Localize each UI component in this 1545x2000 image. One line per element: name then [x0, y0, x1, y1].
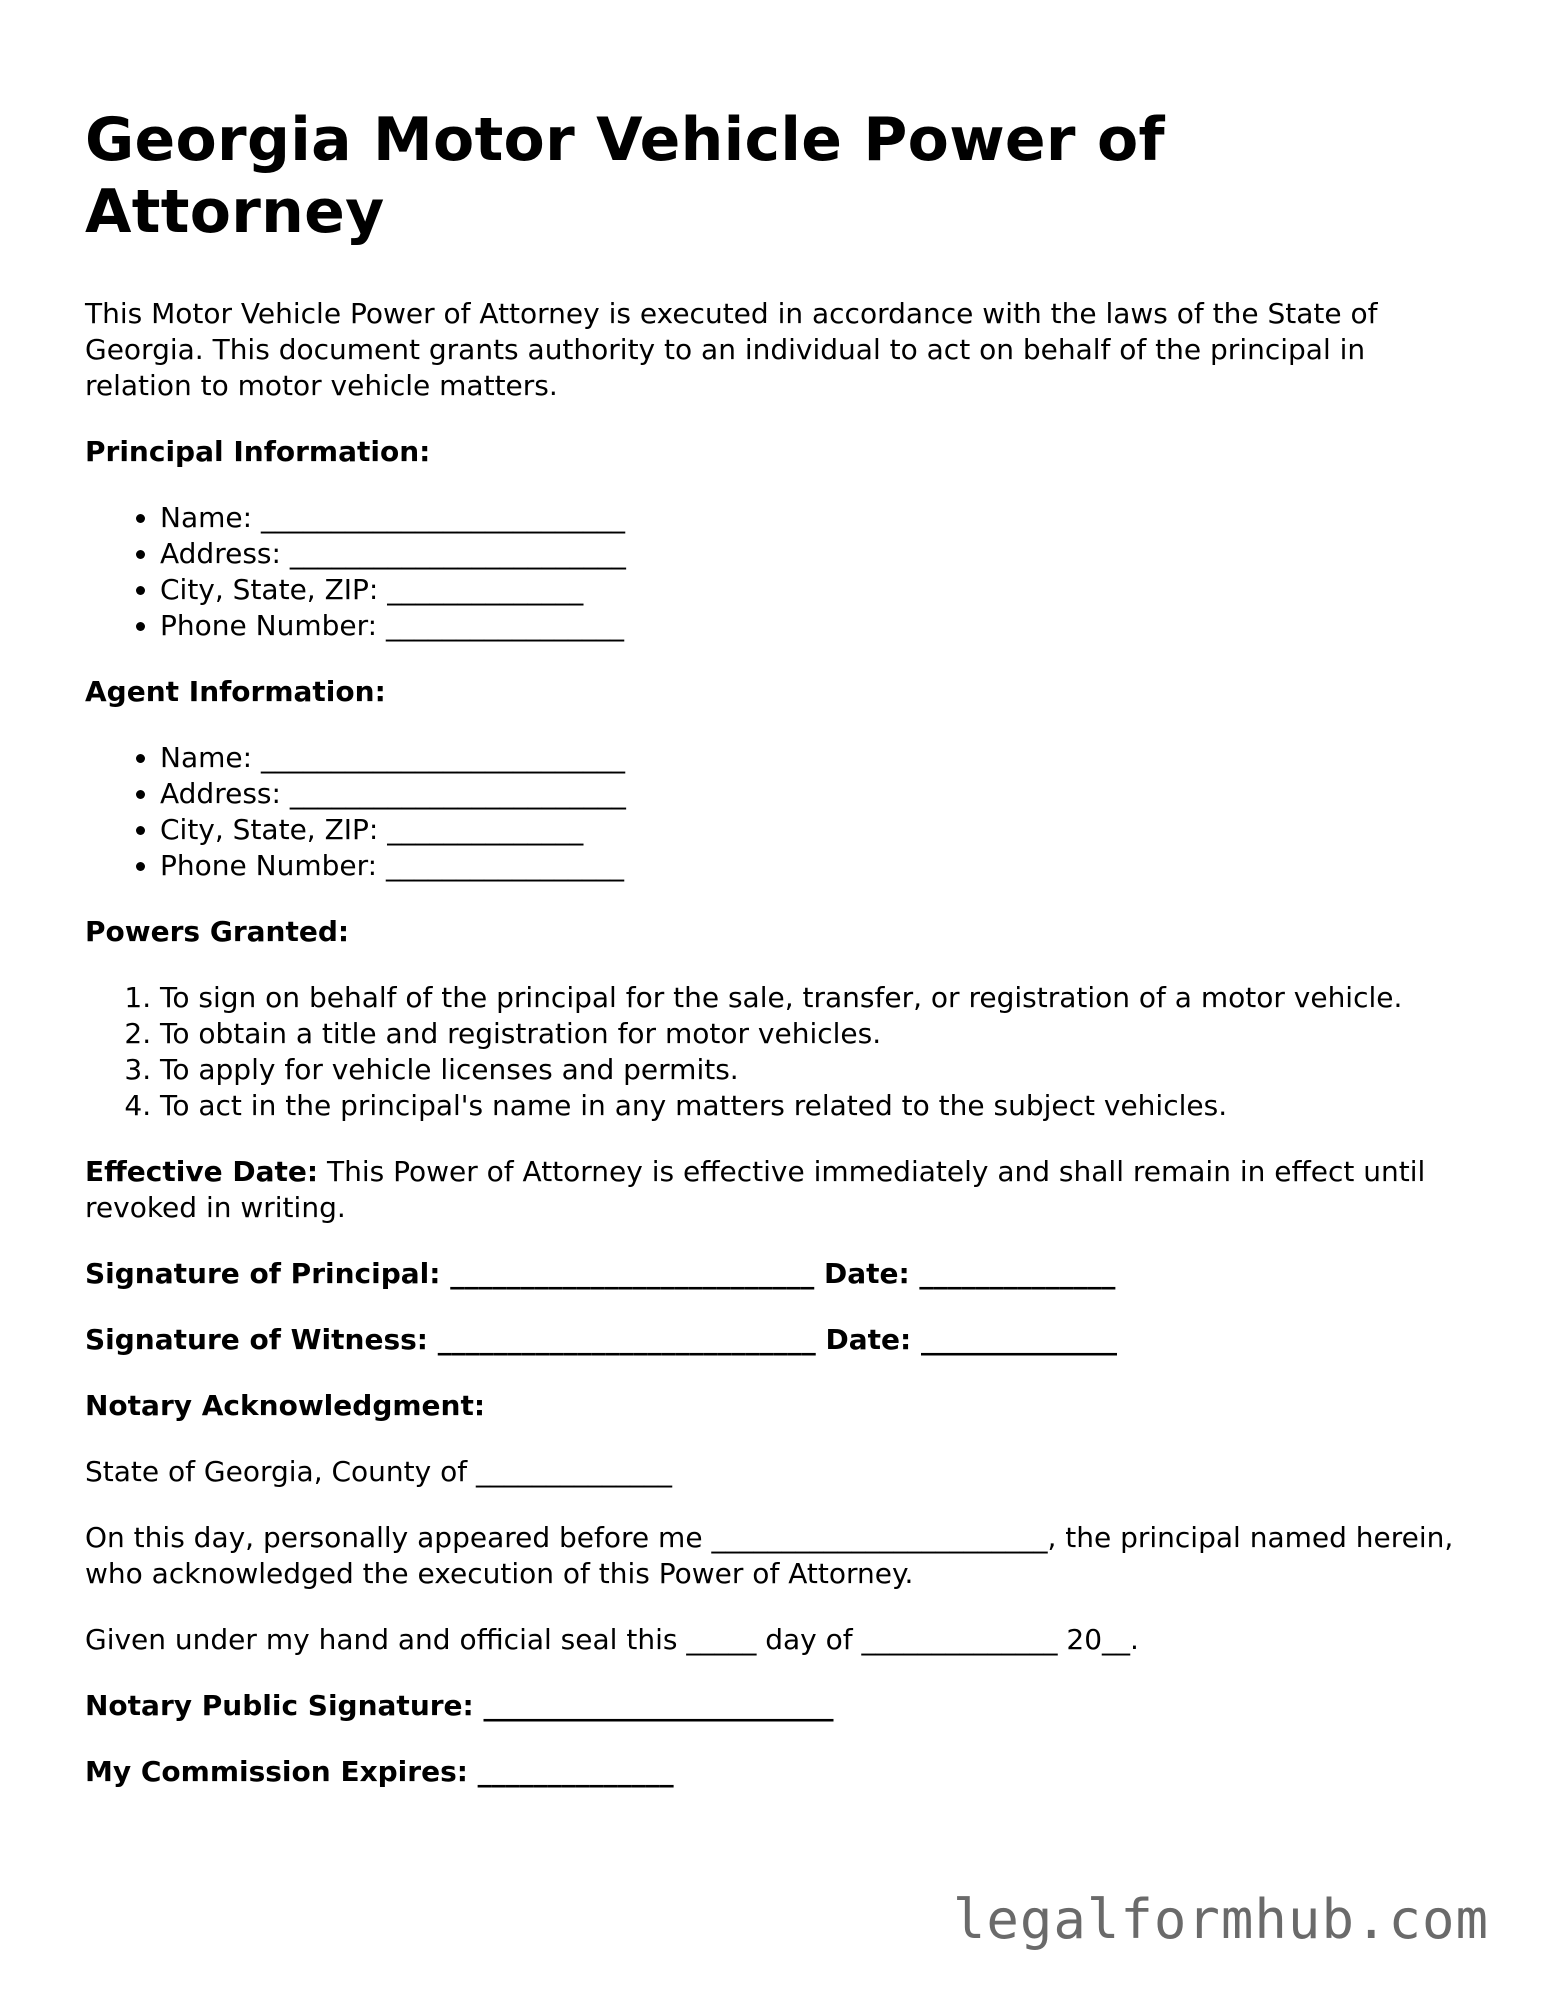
witness-signature-line: Signature of Witness: ___________________________ Date: ______________ [85, 1323, 1117, 1356]
principal-city-field: • City, State, ZIP: ______________ [160, 572, 1465, 608]
watermark-text: legalformhub.com [952, 1888, 1489, 1951]
effective-date-label: Effective Date: [85, 1155, 319, 1188]
notary-signature-line: Notary Public Signature: _________________________ [85, 1689, 834, 1722]
intro-paragraph: This Motor Vehicle Power of Attorney is executed in accordance with the laws of the State of Georgia. This document grants authority to an individual to act on behalf of the principal in relation to motor vehicle matters. [85, 297, 1378, 402]
notary-heading: Notary Acknowledgment: [85, 1389, 486, 1422]
notary-county-line: State of Georgia, County of ______________ [85, 1455, 673, 1488]
power-item: 3. To apply for vehicle licenses and permits. [160, 1052, 1465, 1088]
power-item: 2. To obtain a title and registration for motor vehicles. [160, 1016, 1465, 1052]
agent-phone-field: • Phone Number: _________________ [160, 848, 1465, 884]
notary-given-line: Given under my hand and official seal this _____ day of ______________ 20__. [85, 1623, 1139, 1656]
agent-heading: Agent Information: [85, 675, 386, 708]
principal-heading: Principal Information: [85, 435, 431, 468]
principal-signature-line: Signature of Principal: __________________________ Date: ______________ [85, 1257, 1116, 1290]
principal-phone-field: • Phone Number: _________________ [160, 608, 1465, 644]
notary-appeared-paragraph: On this day, personally appeared before me ________________________, the principal named herein, who acknowledged the execution of this Power of Attorney. [85, 1521, 1454, 1590]
principal-address-field: • Address: ________________________ [160, 536, 1465, 572]
agent-city-field: • City, State, ZIP: ______________ [160, 812, 1465, 848]
agent-info-list [85, 740, 1465, 884]
powers-list [85, 980, 1465, 1124]
document-title: Georgia Motor Vehicle Power of Attorney [85, 105, 1165, 247]
principal-info-list [85, 500, 1465, 644]
document-page [85, 104, 1465, 1820]
agent-address-field: • Address: ________________________ [160, 776, 1465, 812]
power-item: 4. To act in the principal's name in any matters related to the subject vehicles. [160, 1088, 1465, 1124]
agent-name-field: • Name: __________________________ [160, 740, 1465, 776]
effective-date-text: This Power of Attorney is effective immediately and shall remain in effect until revoked in writing. [85, 1155, 1426, 1224]
commission-expires-line: My Commission Expires: ______________ [85, 1755, 674, 1788]
principal-name-field: • Name: __________________________ [160, 500, 1465, 536]
power-item: 1. To sign on behalf of the principal for the sale, transfer, or registration of a motor vehicle. [160, 980, 1465, 1016]
effective-date-paragraph [85, 1154, 1465, 1226]
powers-heading: Powers Granted: [85, 915, 350, 948]
